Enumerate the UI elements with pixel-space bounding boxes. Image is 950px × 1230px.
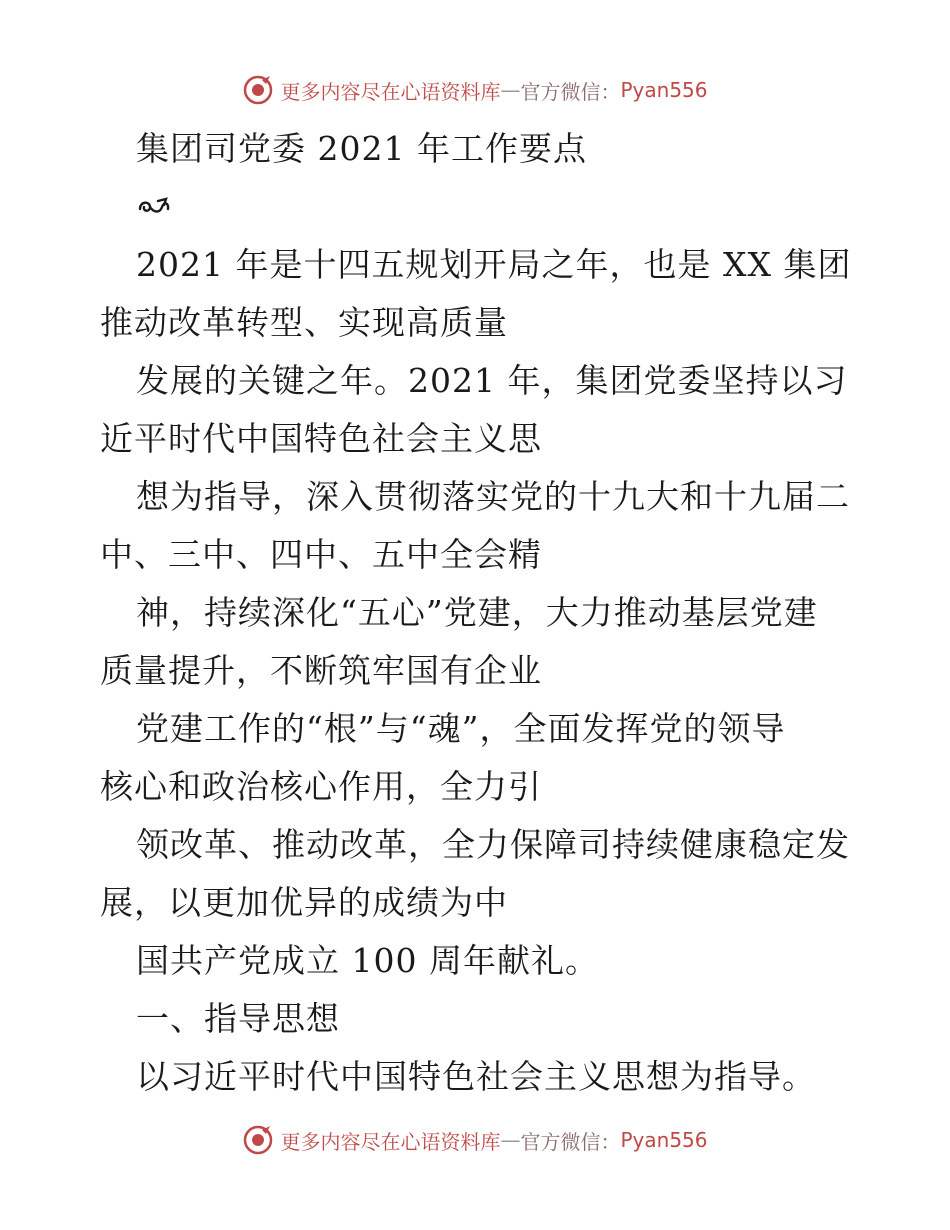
watermark-wechat-id: Pyan556 [620, 1128, 708, 1152]
paragraph-line: 2021 年是十四五规划开局之年，也是 XX 集团 [136, 245, 852, 284]
paragraph-line: 领改革、推动改革，全力保障司持续健康稳定发 [136, 825, 850, 864]
paragraph-line: 发展的关键之年。2021 年，集团党委坚持以习 [136, 361, 848, 400]
paragraph-line: 推动改革转型、实现高质量 [100, 303, 508, 342]
paragraph-line: 近平时代中国特色社会主义思 [100, 419, 542, 458]
watermark-text: 更多内容尽在心语资料库 [280, 79, 501, 104]
paragraph-line: 展，以更加优异的成绩为中 [100, 883, 508, 922]
watermark-wechat-id: Pyan556 [620, 78, 708, 102]
document-title: 集团司党委 2021 年工作要点 [136, 129, 587, 168]
paragraph-line: 想为指导，深入贯彻落实党的十九大和十九届二 [136, 477, 850, 516]
paragraph-line: 以习近平时代中国特色社会主义思想为指导。 [136, 1057, 816, 1096]
paragraph-line: 国共产党成立 100 周年献礼。 [136, 941, 599, 980]
watermark-separator: — [500, 78, 521, 102]
watermark-banner-top [0, 70, 950, 110]
scroll-flourish-icon [136, 195, 172, 219]
paragraph-line: 质量提升，不断筑牢国有企业 [100, 651, 542, 690]
watermark-wechat-label: 官方微信： [520, 79, 621, 104]
paragraph-line: 中、三中、四中、五中全会精 [100, 535, 542, 574]
watermark-banner-bottom [0, 1120, 950, 1160]
watermark-wechat-label: 官方微信： [520, 1129, 621, 1154]
paragraph-line: 党建工作的“根”与“魂”，全面发挥党的领导 [136, 709, 786, 748]
brand-logo-icon [242, 1124, 274, 1156]
ornament-row [100, 178, 860, 236]
watermark-separator: — [500, 1128, 521, 1152]
document-body [100, 120, 860, 1120]
watermark-text: 更多内容尽在心语资料库 [280, 1129, 501, 1154]
paragraph-line: 神，持续深化“五心”党建，大力推动基层党建 [136, 593, 818, 632]
paragraph-line: 核心和政治核心作用，全力引 [100, 767, 542, 806]
section-heading: 一、指导思想 [136, 999, 340, 1038]
brand-logo-icon [242, 74, 274, 106]
